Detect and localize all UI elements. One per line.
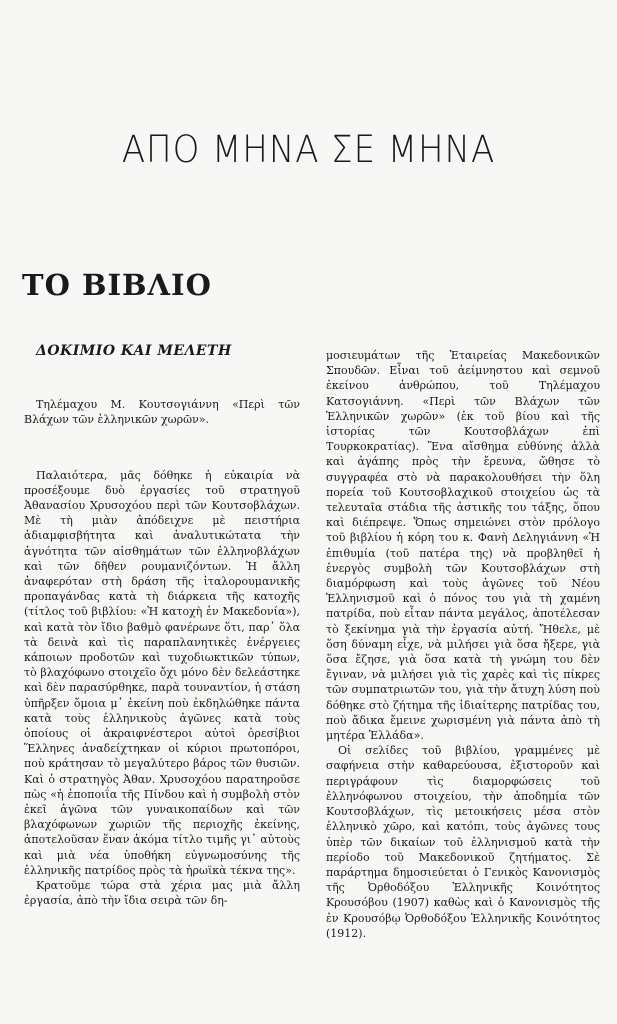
right-column (326, 348, 600, 941)
body-paragraph: Παλαιότερα, μᾶς δόθηκε ἡ εὐκαιρία νὰ προσέξουμε δυὸ ἐργασίες τοῦ στρατηγοῦ Ἀθανασίου Χρυσοχόου περὶ τῶν Κουτσοβλάχων. Μὲ τὴ μιὰν ἀπόδειχνε μὲ πειστήρια ἀδιαμφισβήτητα καὶ ἀναλυτικώτατα τὴν ἀγνότητα τῶν αἰσθημάτων τῶν ἐλληνοβλάχων καὶ τῶν δῆθεν ρουμανιζόντων. Ἡ ἄλλη ἀναφερόταν στὴ δράση τῆς ἰταλορουμανικῆς προπαγάνδας κατὰ τὴ διάρκεια τῆς κατοχῆς (τίτλος τοῦ βιβλίου: «Ἡ κατοχὴ ἐν Μακεδονία»), καὶ κατὰ τὸν ἴδιο βαθμὸ φανέρωνε ὅτι, παρ᾽ ὅλα τὰ δεινὰ καὶ τὶς παραπλανητικὲς ἐνέργειες κάποιων προδοτῶν καὶ τυχοδιωκτικῶν τύπων, τὸ βλαχόφωνο στοιχεῖο ὄχι μόνο δὲν δελεάστηκε καὶ δὲν παρασύρθηκε, παρὰ τουναντίον, ἡ στάση ὑπῆρξεν ὅμοια μ᾽ ἐκείνη ποὺ ἐκδηλώθηκε πάντα κατὰ τοὺς ἑλληνικοὺς ἀγῶνες κατὰ τοὺς ὁποίους οἱ ἀκραιφνέστεροι αὐτοὶ ὀρεσίβιοι Ἕλληνες ἀναδείχτηκαν οἱ κύριοι πρωτοπόροι, ποὺ κράτησαν τὸ μεγαλύτερο βάρος τῶν θυσιῶν. Καὶ ὁ στρατηγὸς Ἀθαν. Χρυσοχόου παρατηροῦσε πὼς «ἡ ἐποποιΐα τῆς Πίνδου καὶ ἡ συμβολὴ στὸν ἐκεῖ ἀγῶνα τῶν γυναικοπαίδων καὶ τῶν βλαχόφωνων χωριῶν τῆς περιοχῆς ἐκείνης, ἀποτελοῦσαν ἕναν ἀκόμα τίτλο τιμῆς γι᾽ αὐτοὺς καὶ μιὰ νέα ὑποθήκη εὐγνωμοσύνης τῆς ἑλληνικῆς πατρίδος πρὸς τὰ ἡρωϊκὰ τέκνα της». (24, 468, 300, 877)
article-subheading: ΔΟΚΙΜΙΟ ΚΑΙ ΜΕΛΕΤΗ (36, 343, 232, 359)
page-title: ΑΠΟ ΜΗΝΑ ΣΕ ΜΗΝΑ (121, 128, 496, 171)
body-paragraph: μοσιευμάτων τῆς Ἑταιρείας Μακεδονικῶν Σπουδῶν. Εἶναι τοῦ ἀείμνηστου καὶ σεμνοῦ ἐκείνου ἀνθρώπου, τοῦ Τηλέμαχου Κατσογιάννη. «Περὶ τῶν Βλάχων τῶν Ἑλληνικῶν χωρῶν» (ἐκ τοῦ βίου καὶ τῆς ἱστορίας τῶν Κουτσοβλάχων ἐπὶ Τουρκοκρατίας). Ἕνα αἴσθημα εὐθύνης ἀλλὰ καὶ ἀγάπης πρὸς τὴν ἔρευνα, ὤθησε τὸ συγγραφέα στὸ νὰ παρακολουθήσει τὴν ὅλη πορεία τοῦ Κουτσοβλαχικοῦ στοιχείου ὡς τὰ τελευταῖα στάδια τῆς ἀστικῆς του τάξης, ὅπου καὶ διέπρεψε. Ὅπως σημειώνει στὸν πρόλογο τοῦ βιβλίου ἡ κόρη του κ. Φανὴ Δεληγιάννη «Ἡ ἐπιθυμία (τοῦ πατέρα της) νὰ προβληθεῖ ἡ ἐνεργὸς συμβολὴ τῶν Κουτσοβλάχων στὴ διαμόρφωση καὶ τοὺς ἀγῶνες τοῦ Νέου Ἑλληνισμοῦ καὶ ὁ πόνος του γιὰ τὴ χαμένη πατρίδα, ποὺ εἶταν πάντα μεγάλος, ἀποτέλεσαν τὸ ξεκίνημα γιὰ τὴν ἐργασία αὐτή. Ἤθελε, μὲ ὅση δύναμη εἶχε, νὰ μιλήσει γιὰ ὅσα ἤξερε, γιὰ ὅσα ἔζησε, γιὰ ὅσα κατὰ τὴ γνώμη του δὲν ἔγιναν, νὰ μιλήσει γιὰ τὶς χαρὲς καὶ τὶς πίκρες τῶν συμπατριωτῶν του, γιὰ τὴν ἄτυχη λύση ποὺ δόθηκε στὸ ζήτημα τῆς ἰδιαίτερης πατρίδας του, ποὺ ἄδικα ἔμεινε χωρισμένη γιὰ πάντα ἀπὸ τὴ μητέρα Ἑλλάδα». (326, 349, 600, 743)
left-column (24, 344, 300, 909)
book-reference: Τηλέμαχου Μ. Κουτσογιάννη «Περὶ τῶν Βλάχων τῶν ἑλληνικῶν χωρῶν». (24, 398, 300, 427)
body-paragraph: Κρατοῦμε τώρα στὰ χέρια μας μιὰ ἄλλη ἐργασία, ἀπὸ τὴν ἴδια σειρὰ τῶν δη- (24, 879, 300, 908)
section-title: ΤΟ ΒΙΒΛΙΟ (22, 268, 212, 302)
body-paragraph: Οἱ σελίδες τοῦ βιβλίου, γραμμένες μὲ σαφήνεια στὴν καθαρεύουσα, ἐξιστοροῦν καὶ περιγράφουν τὶς διαμορφώσεις τοῦ ἐλληνόφωνου στοιχείου, τὴν ἀποδημία τῶν Κουτσοβλάχων, τὶς μετοικήσεις μέσα στὸν ἑλληνικὸ χῶρο, καὶ κατόπι, τοὺς ἀγῶνες τους ὑπὲρ τῶν δικαίων τοῦ ἑλληνισμοῦ κατὰ τὴν περίοδο τοῦ Μακεδονικοῦ ζητήματος. Σὲ παράρτημα δημοσιεύεται ὁ Γενικὸς Κανονισμὸς τῆς Ὀρθοδόξου Ἑλληνικῆς Κοινότητος Κρουσόβου (1907) καθὼς καὶ ὁ Κανονισμὸς τῆς ἐν Κρουσόβῳ Ὀρθοδόξου Ἑλληνικῆς Κοινότητος (1912). (326, 744, 600, 940)
